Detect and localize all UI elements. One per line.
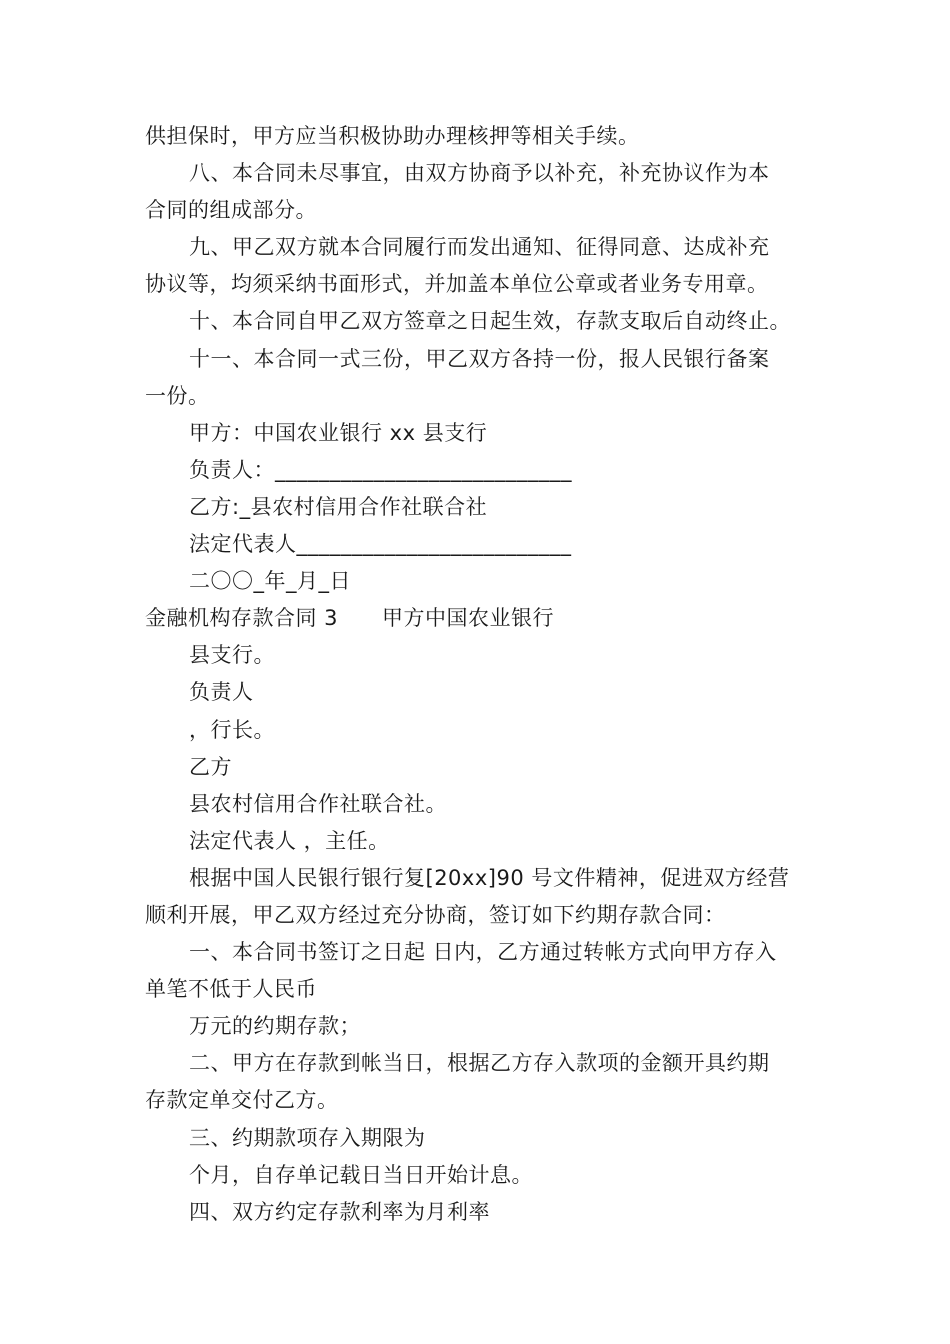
text-line: 合同的组成部分。 xyxy=(145,198,317,223)
text-line: 存款定单交付乙方。 xyxy=(145,1088,339,1113)
text-line: 协议等，均须采纳书面形式，并加盖本单位公章或者业务专用章。 xyxy=(145,272,769,297)
text-line: 一、本合同书签订之日起 日内，乙方通过转帐方式向甲方存入 xyxy=(189,940,777,965)
responsible-person-line: 负责人：___________________________ xyxy=(189,457,572,482)
document-body xyxy=(145,118,810,1231)
party-b-line: 乙方:_县农村信用合作社联合社 xyxy=(189,494,488,519)
text-line: 供担保时，甲方应当积极协助办理核押等相关手续。 xyxy=(145,124,640,148)
legal-representative-line: 法定代表人_________________________ xyxy=(189,532,572,557)
text-line: 顺利开展，甲乙双方经过充分协商，签订如下约期存款合同： xyxy=(145,902,726,927)
section-heading xyxy=(145,600,810,637)
text-line: 二、甲方在存款到帐当日，根据乙方存入款项的金额开具约期 xyxy=(189,1051,770,1076)
text-line: ，行长。 xyxy=(189,717,275,742)
date-line: 二〇〇_年_月_日 xyxy=(189,569,351,594)
text-line: 万元的约期存款； xyxy=(189,1014,361,1039)
contract-party-a: 甲方中国农业银行 xyxy=(382,606,555,631)
text-line: 一份。 xyxy=(145,383,210,408)
text-line: 个月，自存单记载日当日开始计息。 xyxy=(189,1162,533,1187)
text-line: 十一、本合同一式三份，甲乙双方各持一份，报人民银行备案 xyxy=(189,346,770,371)
text-line: 单笔不低于人民币 xyxy=(145,977,317,1002)
text-line: 乙方 xyxy=(189,754,232,779)
text-line: 四、双方约定存款利率为月利率 xyxy=(189,1199,490,1224)
contract-title: 金融机构存款合同 3 xyxy=(145,606,339,631)
text-line: 负责人 xyxy=(189,680,254,705)
text-line: 八、本合同未尽事宜，由双方协商予以补充，补充协议作为本 xyxy=(189,161,770,186)
text-line: 县农村信用合作社联合社。 xyxy=(189,791,447,816)
text-line: 三、约期款项存入期限为 xyxy=(189,1125,426,1150)
text-line: 十、本合同自甲乙双方签章之日起生效，存款支取后自动终止。 xyxy=(189,309,791,334)
text-line: 九、甲乙双方就本合同履行而发出通知、征得同意、达成补充 xyxy=(189,235,770,260)
text-line: 县支行。 xyxy=(189,643,275,668)
party-a-line: 甲方：中国农业银行 xx 县支行 xyxy=(189,420,488,445)
text-line: 法定代表人 ，主任。 xyxy=(189,828,390,853)
text-line: 根据中国人民银行银行复[20xx]90 号文件精神，促进双方经营 xyxy=(189,865,790,890)
